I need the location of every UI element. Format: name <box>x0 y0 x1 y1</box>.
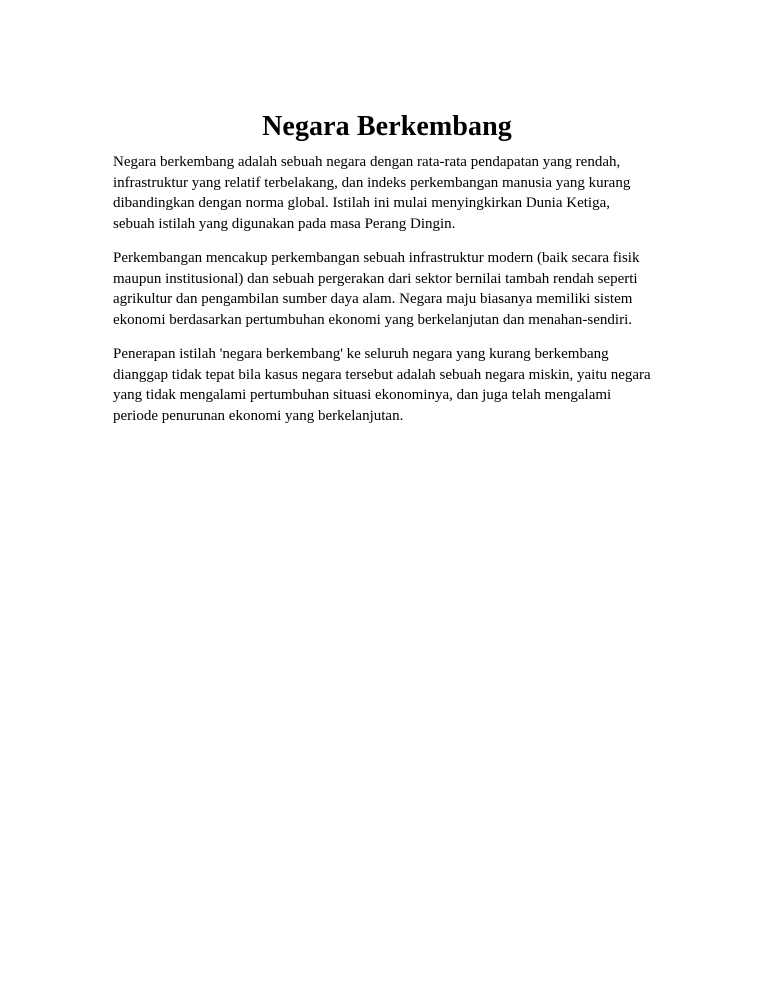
paragraph-line: Perkembangan mencakup perkembangan sebuah infrastruktur modern (baik secara fisik <box>113 250 640 266</box>
paragraph-line: sebuah istilah yang digunakan pada masa Perang Dingin. <box>113 215 456 232</box>
paragraph-line: Penerapan istilah 'negara berkembang' ke seluruh negara yang kurang berkembang <box>113 346 609 362</box>
paragraph-line: periode penurunan ekonomi yang berkelanjutan. <box>113 407 404 424</box>
paragraph-line: ekonomi berdasarkan pertumbuhan ekonomi yang berkelanjutan dan menahan-sendiri. <box>113 311 632 328</box>
paragraph-line: agrikultur dan pengambilan sumber daya alam. Negara maju biasanya memiliki sistem <box>113 291 633 307</box>
paragraph-line: dibandingkan dengan norma global. Istilah ini mulai menyingkirkan Dunia Ketiga, <box>113 195 610 211</box>
paragraph-2 <box>113 248 661 330</box>
paragraph-1 <box>113 152 661 234</box>
paragraph-line: Negara berkembang adalah sebuah negara dengan rata-rata pendapatan yang rendah, <box>113 154 621 170</box>
paragraph-3 <box>113 344 661 426</box>
paragraph-line: infrastruktur yang relatif terbelakang, dan indeks perkembangan manusia yang kurang <box>113 174 631 191</box>
paragraph-line: dianggap tidak tepat bila kasus negara tersebut adalah sebuah negara miskin, yaitu negara <box>113 366 651 383</box>
paragraph-line: yang tidak mengalami pertumbuhan situasi ekonominya, dan juga telah mengalami <box>113 387 612 403</box>
document-title: Negara Berkembang <box>262 111 512 142</box>
paragraph-line: maupun institusional) dan sebuah pergerakan dari sektor bernilai tambah rendah seperti <box>113 270 638 287</box>
document-content <box>113 110 661 440</box>
